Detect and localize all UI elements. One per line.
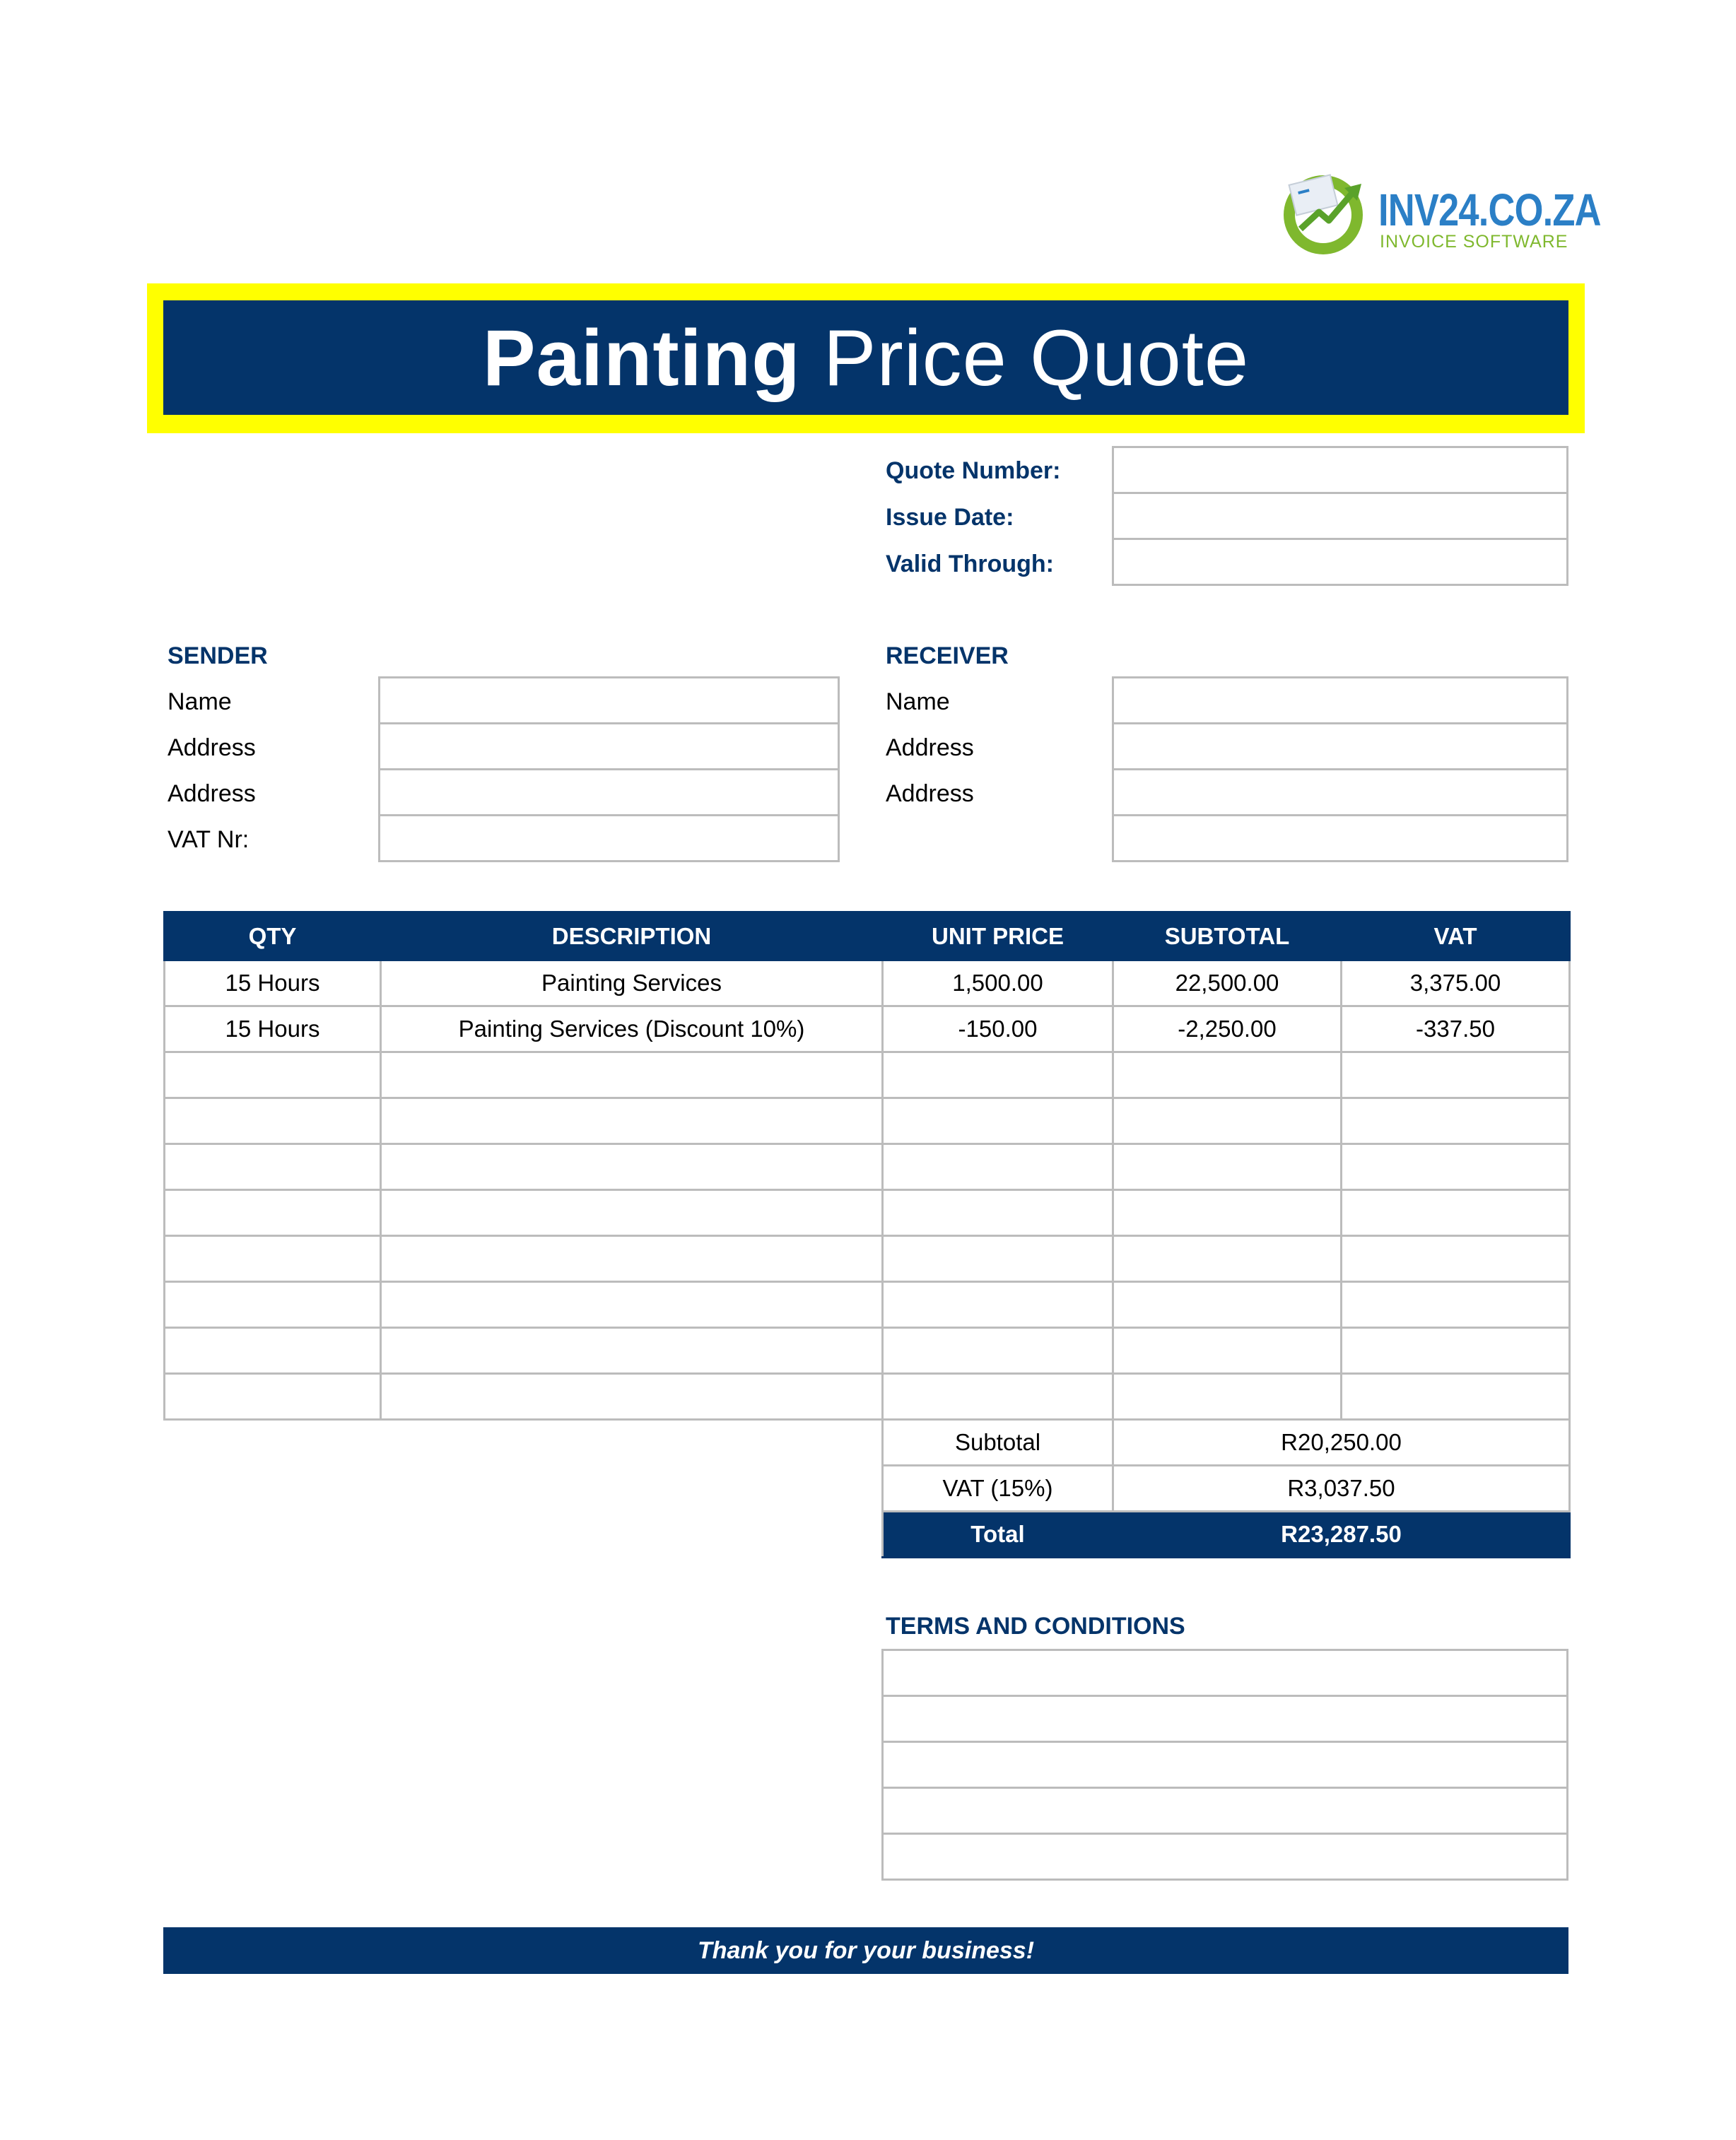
cell-qty[interactable] (165, 1098, 381, 1144)
page-title (483, 312, 1249, 404)
footer-bar (163, 1927, 1568, 1974)
table-header-row (165, 912, 1570, 960)
receiver-name-label: Name (886, 688, 950, 715)
terms-line[interactable] (883, 1788, 1568, 1834)
column-header-qty: QTY (165, 912, 381, 960)
cell-vat[interactable] (1342, 1190, 1570, 1236)
cell-qty[interactable] (165, 1236, 381, 1282)
vat-row (883, 1466, 1570, 1512)
cell-vat[interactable]: 3,375.00 (1342, 960, 1570, 1006)
table-row (165, 1374, 1570, 1420)
sender-vat-field[interactable] (378, 814, 840, 862)
cell-description[interactable]: Painting Services (381, 960, 883, 1006)
table-row (165, 1236, 1570, 1282)
cell-description[interactable] (381, 1236, 883, 1282)
quote-number-label: Quote Number: (886, 457, 1061, 484)
cell-subtotal[interactable]: -2,250.00 (1113, 1006, 1342, 1052)
cell-unit-price[interactable] (883, 1098, 1113, 1144)
line-items-table (163, 911, 1571, 1421)
title-bold-word: Painting (482, 313, 801, 402)
table-row (165, 1098, 1570, 1144)
subtotal-row (883, 1420, 1570, 1466)
cell-qty[interactable] (165, 1144, 381, 1190)
cell-unit-price[interactable]: 1,500.00 (883, 960, 1113, 1006)
subtotal-label: Subtotal (883, 1420, 1113, 1466)
receiver-address-field[interactable] (1112, 722, 1568, 770)
receiver-heading: RECEIVER (886, 642, 1009, 669)
cell-description[interactable] (381, 1374, 883, 1420)
cell-description[interactable] (381, 1052, 883, 1098)
cell-vat[interactable] (1342, 1052, 1570, 1098)
column-header-subtotal: SUBTOTAL (1113, 912, 1342, 960)
logo-arrow-icon (1279, 168, 1367, 256)
cell-unit-price[interactable] (883, 1328, 1113, 1374)
cell-unit-price[interactable] (883, 1236, 1113, 1282)
cell-qty[interactable] (165, 1190, 381, 1236)
cell-unit-price[interactable]: -150.00 (883, 1006, 1113, 1052)
cell-unit-price[interactable] (883, 1374, 1113, 1420)
cell-subtotal[interactable]: 22,500.00 (1113, 960, 1342, 1006)
cell-unit-price[interactable] (883, 1190, 1113, 1236)
sender-name-field[interactable] (378, 676, 840, 724)
cell-qty[interactable] (165, 1282, 381, 1328)
receiver-address-label-2: Address (886, 780, 974, 807)
table-row (165, 1328, 1570, 1374)
issue-date-field[interactable] (1112, 492, 1568, 540)
table-row (165, 960, 1570, 1006)
receiver-extra-field[interactable] (1112, 814, 1568, 862)
table-row (165, 1052, 1570, 1098)
terms-line[interactable] (883, 1696, 1568, 1742)
cell-description[interactable] (381, 1098, 883, 1144)
cell-subtotal[interactable] (1113, 1282, 1342, 1328)
receiver-address-label: Address (886, 734, 974, 761)
cell-vat[interactable] (1342, 1144, 1570, 1190)
cell-subtotal[interactable] (1113, 1144, 1342, 1190)
column-header-unit-price: UNIT PRICE (883, 912, 1113, 960)
cell-qty[interactable]: 15 Hours (165, 960, 381, 1006)
logo-name: INV24.CO.ZA (1378, 184, 1601, 235)
valid-through-label: Valid Through: (886, 551, 1054, 577)
receiver-address-field-2[interactable] (1112, 768, 1568, 816)
title-rest: Price Quote (800, 313, 1250, 402)
cell-description[interactable] (381, 1282, 883, 1328)
terms-box (881, 1649, 1568, 1881)
cell-qty[interactable] (165, 1374, 381, 1420)
subtotal-value: R20,250.00 (1113, 1420, 1570, 1466)
cell-subtotal[interactable] (1113, 1328, 1342, 1374)
cell-unit-price[interactable] (883, 1052, 1113, 1098)
cell-vat[interactable] (1342, 1282, 1570, 1328)
footer-message: Thank you for your business! (697, 1936, 1035, 1964)
vat-value: R3,037.50 (1113, 1466, 1570, 1512)
cell-subtotal[interactable] (1113, 1052, 1342, 1098)
total-value: R23,287.50 (1113, 1512, 1570, 1558)
vat-label: VAT (15%) (883, 1466, 1113, 1512)
total-row (883, 1512, 1570, 1558)
table-row (165, 1190, 1570, 1236)
terms-line[interactable] (883, 1834, 1568, 1880)
cell-qty[interactable] (165, 1328, 381, 1374)
column-header-vat: VAT (1342, 912, 1570, 960)
cell-subtotal[interactable] (1113, 1190, 1342, 1236)
cell-description[interactable] (381, 1190, 883, 1236)
cell-subtotal[interactable] (1113, 1098, 1342, 1144)
sender-name-label: Name (168, 688, 232, 715)
valid-through-field[interactable] (1112, 538, 1568, 586)
issue-date-label: Issue Date: (886, 504, 1014, 531)
column-header-description: DESCRIPTION (381, 912, 883, 960)
title-bar (163, 300, 1568, 415)
terms-heading: TERMS AND CONDITIONS (886, 1613, 1185, 1640)
sender-heading: SENDER (168, 642, 268, 669)
cell-subtotal[interactable] (1113, 1236, 1342, 1282)
cell-vat[interactable] (1342, 1236, 1570, 1282)
cell-description[interactable] (381, 1328, 883, 1374)
receiver-name-field[interactable] (1112, 676, 1568, 724)
sender-vat-label: VAT Nr: (168, 826, 250, 853)
cell-description[interactable] (381, 1144, 883, 1190)
table-row (165, 1282, 1570, 1328)
quote-number-field[interactable] (1112, 446, 1568, 494)
terms-line[interactable] (883, 1742, 1568, 1788)
cell-unit-price[interactable] (883, 1282, 1113, 1328)
total-label: Total (883, 1512, 1113, 1558)
cell-description[interactable]: Painting Services (Discount 10%) (381, 1006, 883, 1052)
totals-table (881, 1418, 1571, 1558)
cell-vat[interactable] (1342, 1098, 1570, 1144)
cell-unit-price[interactable] (883, 1144, 1113, 1190)
sender-address-label-2: Address (168, 780, 256, 807)
cell-vat[interactable] (1342, 1328, 1570, 1374)
cell-vat[interactable] (1342, 1374, 1570, 1420)
company-logo (1279, 163, 1601, 261)
cell-qty[interactable]: 15 Hours (165, 1006, 381, 1052)
cell-subtotal[interactable] (1113, 1374, 1342, 1420)
terms-line[interactable] (883, 1650, 1568, 1696)
sender-address-label: Address (168, 734, 256, 761)
table-row (165, 1006, 1570, 1052)
table-row (165, 1144, 1570, 1190)
sender-address-field[interactable] (378, 722, 840, 770)
sender-address-field-2[interactable] (378, 768, 840, 816)
cell-qty[interactable] (165, 1052, 381, 1098)
cell-vat[interactable]: -337.50 (1342, 1006, 1570, 1052)
logo-tagline: INVOICE SOFTWARE (1380, 232, 1568, 252)
